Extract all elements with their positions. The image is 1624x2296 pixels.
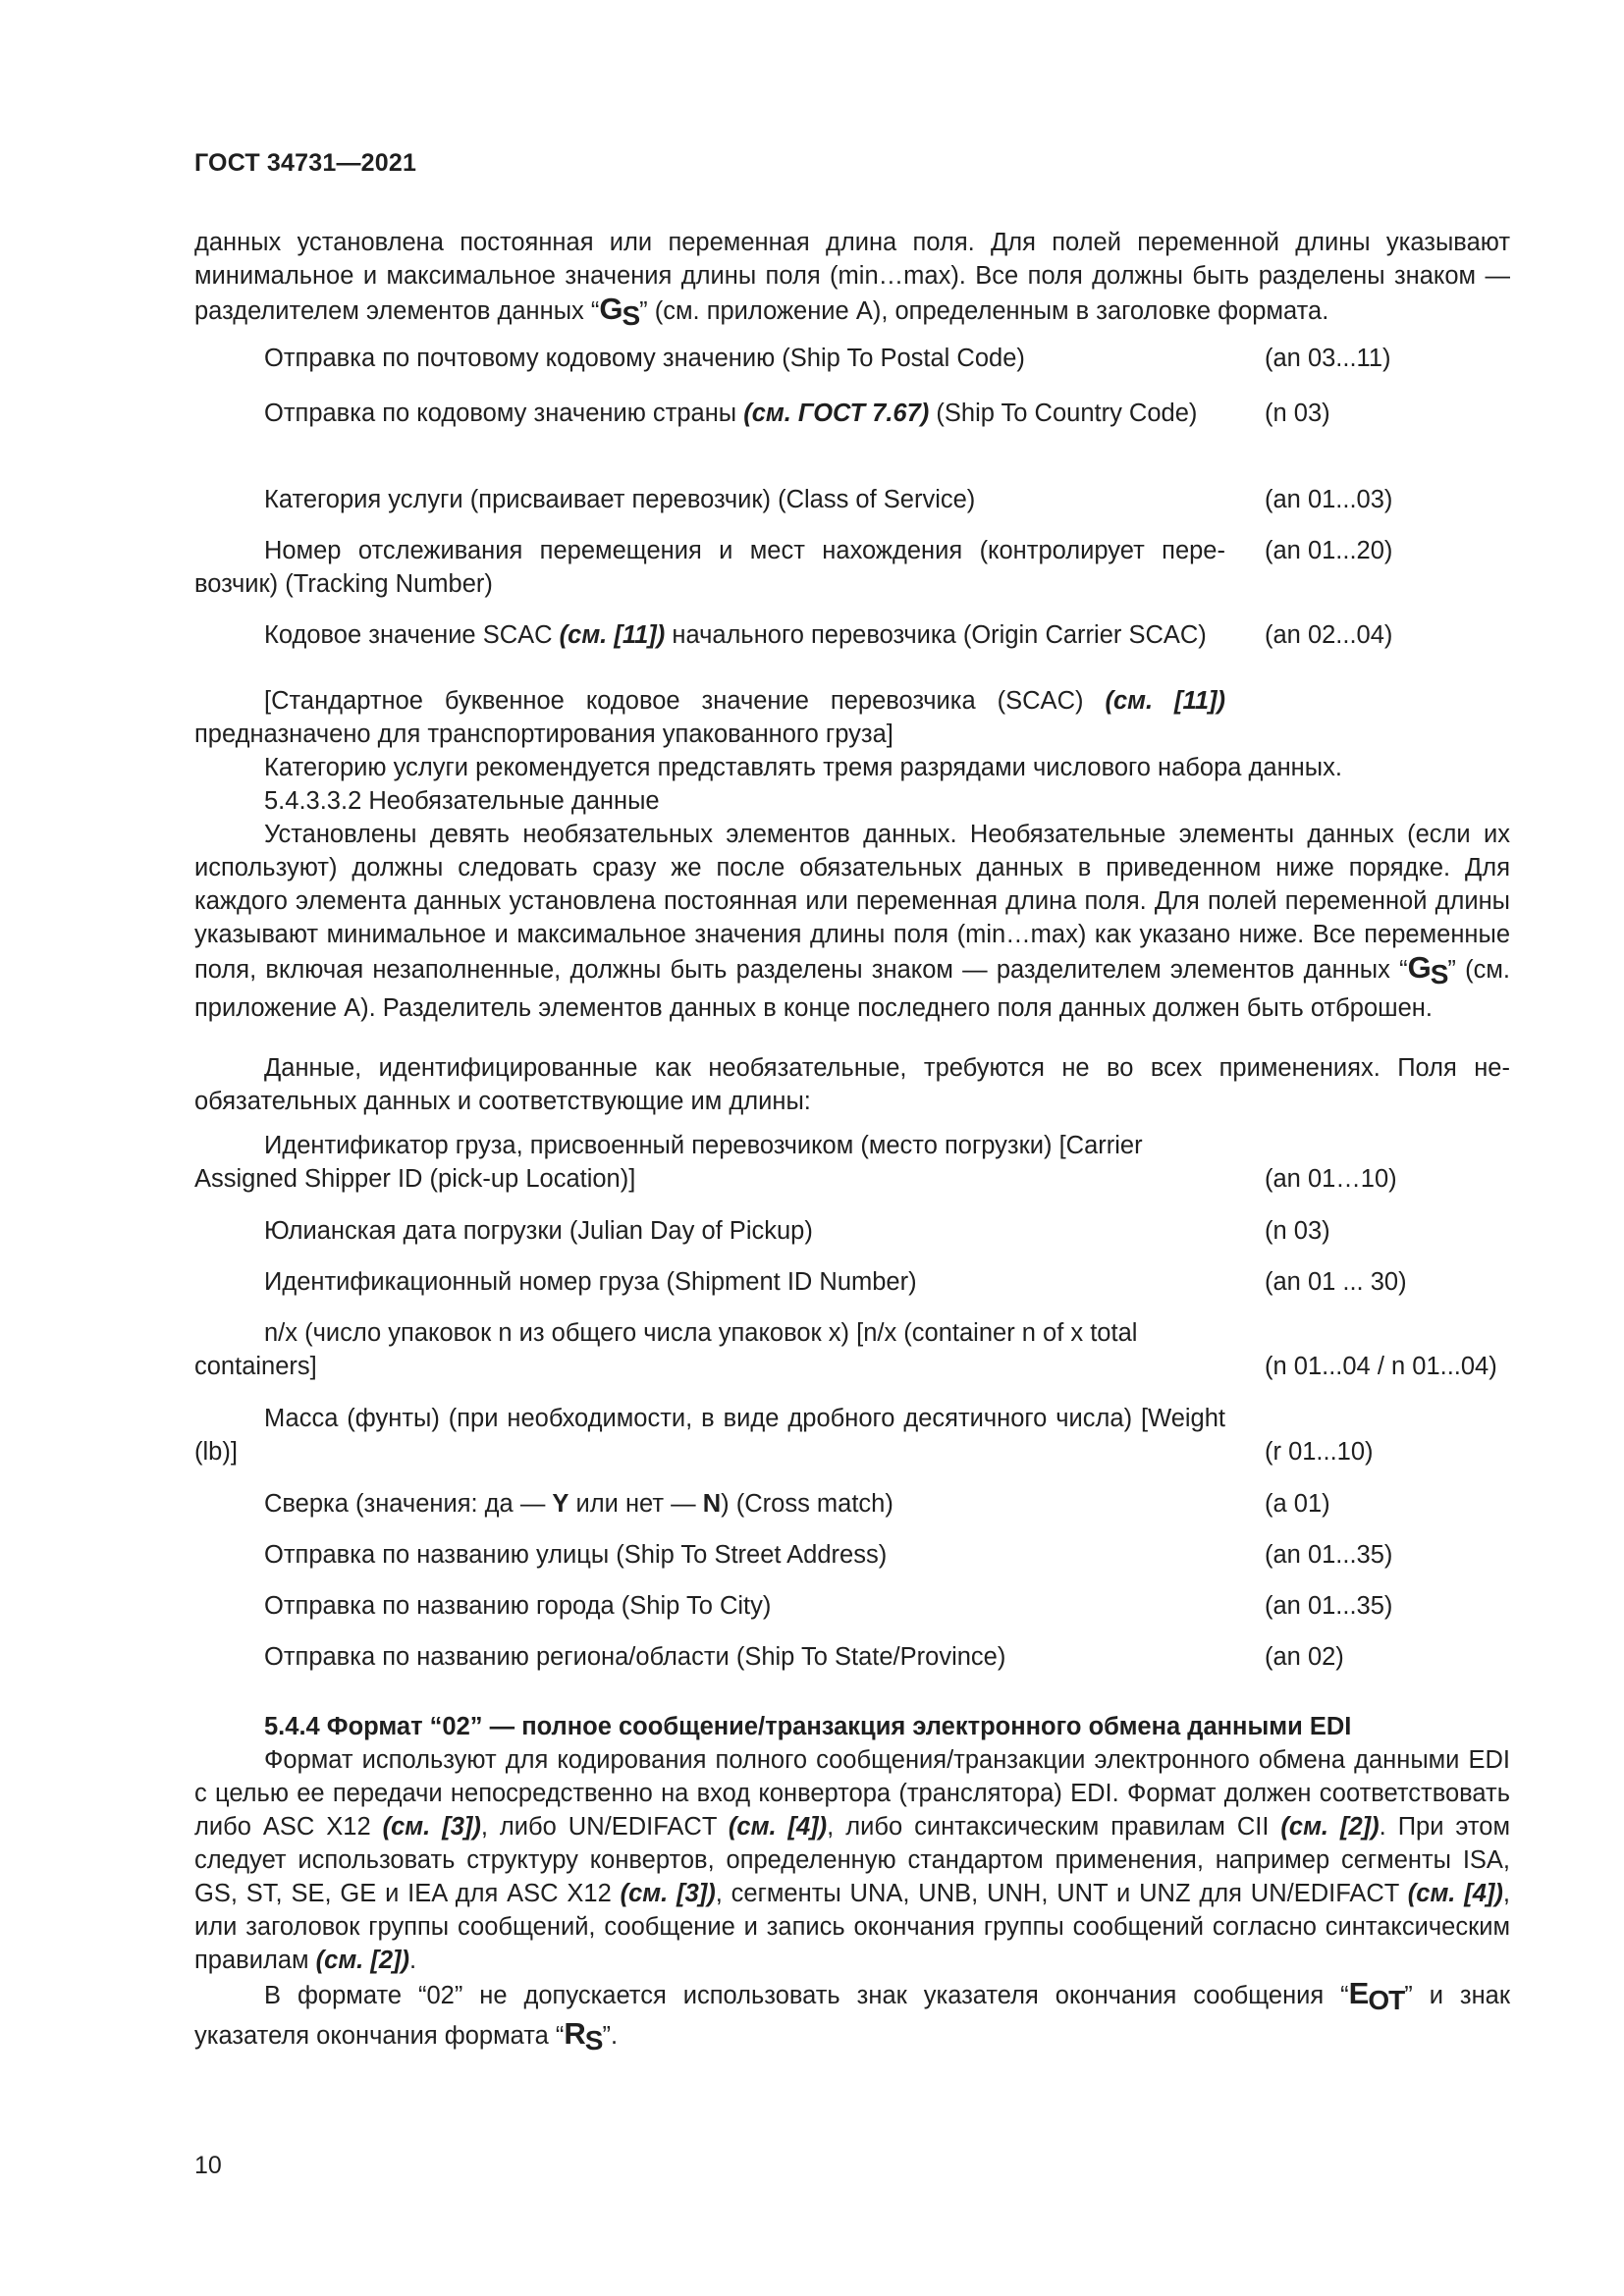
reference: (см. [4]) [1407, 1880, 1503, 1907]
intro-text-b: ” (см. приложение А), определенным в заголовке формата. [639, 297, 1329, 325]
field-row [194, 1538, 1510, 1572]
field-value: (an 01...35) [1265, 1541, 1393, 1569]
field-value: (n 03) [1265, 400, 1330, 427]
category-note: Категорию услуги рекомендуется представлять тремя разрядами числового набора данных. [264, 754, 1342, 781]
field-label: Сверка (значения: да — Y или нет — N) (Cross match) [264, 1490, 893, 1518]
field-value: (a 01) [1265, 1490, 1330, 1518]
format-paragraph: Формат используют для кодирования полного сообщения/транзакции электронного обмена данными EDI с целью ее передачи непосредственно на вход конвертора (транслятора) EDI. Формат должен соответствовать либо ASC X12 (см. [3]), либо UN/EDIFACT (см. [4]), либо синтаксическим правилам CII (см. [2]). При этом следует использовать структуру конвертов, определенную стандартом применения, например сегменты ISA, GS, ST, SE, GE и IEA для ASC X12 (см. [3]), сегменты UNA, UNB, UNH, UNT и UNZ для UN/EDIFACT (см. [4]), или заголовок группы сообщений, сообщение и запись окончания группы сообщений согласно синтаксическим правилам (см. [2]). [194, 1746, 1510, 1974]
field-row [194, 483, 1510, 516]
field-row [194, 1640, 1510, 1674]
eot-paragraph: В формате “02” не допускается использовать знак указателя окончания сообщения “$E_{OT}$” и знак указателя окончания формата “$R_S$”. [194, 1976, 1510, 2056]
field-label: Отправка по почтовому кодовому значению (Ship To Postal Code) [264, 345, 1025, 372]
field-label: n/x (число упаковок n из общего числа упаковок x) [n/x (container n of x total containers] [194, 1319, 1138, 1380]
field-value: (an 02) [1265, 1643, 1344, 1671]
document-header: ГОСТ 34731—2021 [194, 149, 417, 177]
reference: (см. [4]) [728, 1813, 828, 1841]
gs-symbol: $G_S$ [599, 292, 640, 331]
page-number: 10 [194, 2152, 222, 2179]
field-label: Идентификатор груза, присвоенный перевозчиком (место погрузки) [Carrier Assigned Shipper ID (pick-up Location)] [194, 1132, 1143, 1193]
reference: (см. [3]) [382, 1813, 481, 1841]
field-value: (n 01...04 / n 01...04) [1265, 1353, 1497, 1380]
field-row [194, 1487, 1510, 1521]
optional-note: Данные, идентифицированные как необязательные, требуются не во всех применениях. Поля необязательных данных и соответствующие им длины: [194, 1054, 1510, 1115]
field-value: (an 03...11) [1265, 345, 1391, 372]
eot-symbol: $E_{OT}$ [1348, 1976, 1405, 2015]
field-row [194, 1316, 1510, 1383]
field-value: (n 03) [1265, 1217, 1330, 1245]
field-row [194, 1129, 1510, 1196]
reference: (см. [11]) [1105, 687, 1225, 715]
field-label: Категория услуги (присваивает перевозчик) (Class of Service) [264, 486, 976, 513]
rs-symbol: $R_S$ [564, 2016, 603, 2056]
field-row [194, 1214, 1510, 1248]
field-value: (an 01 ... 30) [1265, 1268, 1407, 1296]
reference: (см. [2]) [1280, 1813, 1380, 1841]
intro-text-a: данных установлена постоянная или переменная длина поля. Для полей переменной длины указывают минимальное и максимальное значения длины поля (min…max). Все поля должны быть разделены знаком — разделителем элементов данных “ [194, 229, 1510, 325]
field-label: Отправка по кодовому значению страны (см. ГОСТ 7.67) (Ship To Country Code) [264, 400, 1198, 427]
field-row [194, 534, 1510, 601]
field-label: Номер отслеживания перемещения и мест нахождения (контролирует перевозчик) (Tracking Number) [194, 537, 1225, 598]
field-label: Масса (фунты) (при необходимости, в виде дробного десятичного числа) [Weight (lb)] [194, 1405, 1225, 1466]
field-row [194, 397, 1510, 430]
field-label: Отправка по названию региона/области (Ship To State/Province) [264, 1643, 1006, 1671]
field-value: (an 01...20) [1265, 537, 1393, 564]
field-row [194, 342, 1510, 375]
field-row [194, 1589, 1510, 1623]
field-label: Кодовое значение SCAC (см. [11]) начального перевозчика (Origin Carrier SCAC) [264, 621, 1207, 649]
field-value: (an 01...03) [1265, 486, 1393, 513]
reference: (см. [2]) [315, 1947, 410, 1974]
section-heading-5-4-3-3-2: 5.4.3.3.2 Необязательные данные [264, 787, 660, 815]
field-label: Отправка по названию города (Ship To City) [264, 1592, 772, 1620]
field-row [194, 618, 1510, 652]
reference: (см. ГОСТ 7.67) [743, 400, 930, 427]
field-value: (an 01...35) [1265, 1592, 1393, 1620]
field-label: Идентификационный номер груза (Shipment ID Number) [264, 1268, 917, 1296]
reference: (см. [11]) [559, 621, 666, 649]
scac-note: [Стандартное буквенное кодовое значение перевозчика (SCAC) (см. [11]) предназначено для транспортирования упакованного груза] [194, 687, 1225, 748]
field-value: (r 01...10) [1265, 1438, 1374, 1466]
optional-paragraph: Установлены девять необязательных элементов данных. Необязательные элементы данных (если их используют) должны следовать сразу же после обязательных данных в приведенном ниже порядке. Для каждого элемента данных установлена постоянная или переменная длина поля. Для полей переменной длины указывают минимальное и максимальное значения длины поля (min…max) как указано ниже. Все переменные поля, включая незаполненные, должны быть разделены знаком — разделителем элементов данных “$G_S$” (см. приложение А). Разделитель элементов данных в конце последнего поля данных должен быть отброшен. [194, 821, 1510, 1022]
field-label: Юлианская дата погрузки (Julian Day of Pickup) [264, 1217, 813, 1245]
field-value: (an 01…10) [1265, 1165, 1397, 1193]
field-row [194, 1265, 1510, 1299]
field-value: (an 02...04) [1265, 621, 1393, 649]
section-heading-5-4-4: 5.4.4 Формат “02” — полное сообщение/транзакция электронного обмена данными EDI [264, 1713, 1352, 1740]
intro-paragraph [194, 226, 1510, 333]
reference: (см. [3]) [620, 1880, 716, 1907]
field-row [194, 1402, 1510, 1468]
field-label: Отправка по названию улицы (Ship To Street Address) [264, 1541, 888, 1569]
gs-symbol: $G_S$ [1407, 950, 1448, 989]
